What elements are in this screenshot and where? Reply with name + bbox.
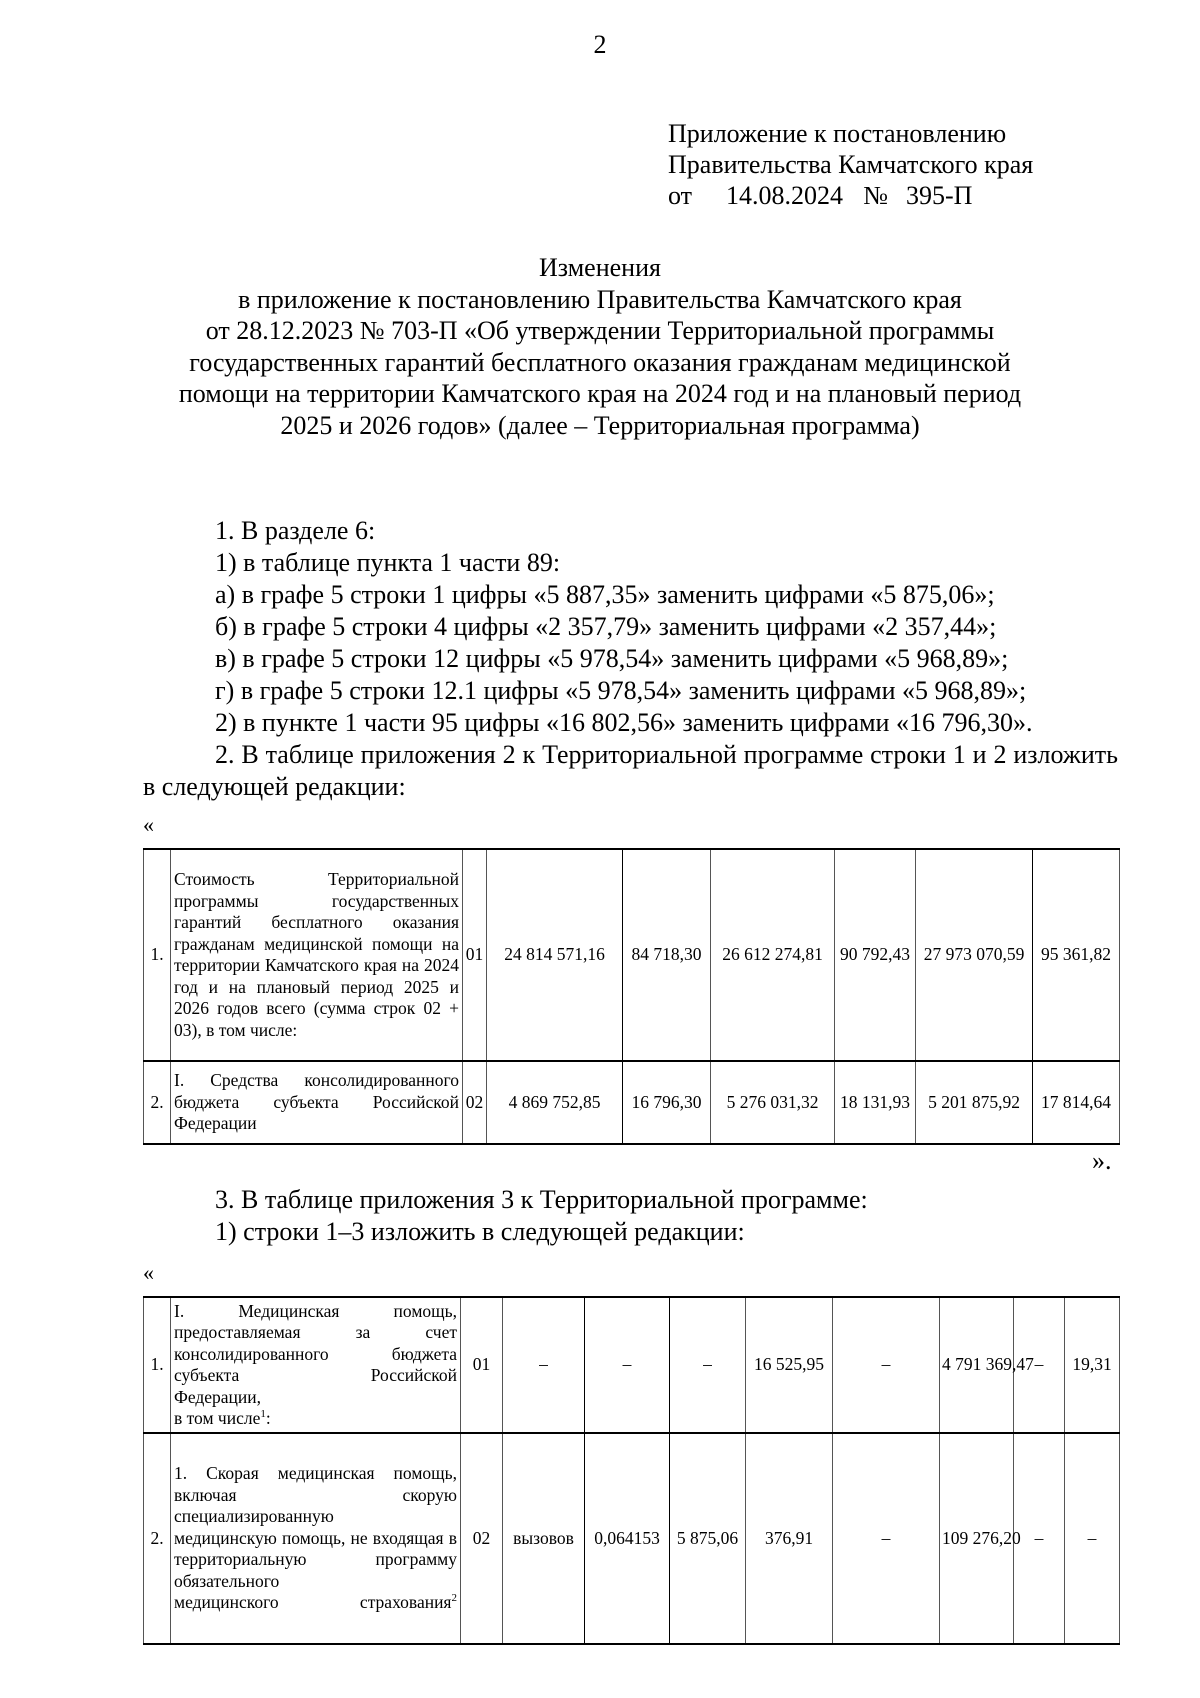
value-cell: –	[1014, 1297, 1065, 1433]
row-name: Стоимость Территориальной программы государственных гарантий бесплатного оказания гражданам медицинской помощи на территории Камчатского края на 2024 год и на плановый период 2025 и 2026 годов всего (сумма строк 02 + 03), в том числе:	[171, 849, 463, 1061]
value-cell: 4 869 752,85	[487, 1061, 623, 1144]
value-cell: 95 361,82	[1033, 849, 1120, 1061]
value-cell: 16 525,95	[746, 1297, 833, 1433]
date-prefix: от	[668, 181, 693, 210]
row-number: 1.	[144, 849, 171, 1061]
section-1-item-a: а) в графе 5 строки 1 цифры «5 887,35» заменить цифрами «5 875,06»;	[215, 580, 995, 609]
value-cell: 26 612 274,81	[711, 849, 835, 1061]
title-line-6: 2025 и 2026 годов» (далее – Территориальная программа)	[280, 410, 920, 440]
footnote-marker: 2	[451, 1592, 457, 1605]
row-name: I. Медицинская помощь, предоставляемая за счет консолидированного бюджета субъекта Российской Федерации, в том числе$^1$:	[171, 1297, 461, 1433]
table-row	[144, 849, 1120, 1061]
appendix-date-line	[668, 180, 1033, 211]
section-1-item-2: 2) в пункте 1 части 95 цифры «16 802,56» заменить цифрами «16 796,30».	[215, 708, 1033, 737]
title-line-2: в приложение к постановлению Правительства Камчатского края	[238, 284, 962, 314]
section-1	[143, 515, 1118, 803]
value-cell: 0,064153	[585, 1433, 670, 1644]
title-line-1: Изменения	[539, 253, 661, 282]
row-number: 1.	[144, 1297, 171, 1433]
row-number: 2.	[144, 1433, 171, 1644]
row-code: 01	[461, 1297, 503, 1433]
section-1-item-b: б) в графе 5 строки 4 цифры «2 357,79» заменить цифрами «2 357,44»;	[215, 612, 997, 641]
row-code: 01	[463, 849, 487, 1061]
value-cell: –	[1065, 1433, 1120, 1644]
number-sign: №	[863, 181, 888, 210]
section-3-item-1: 1) строки 1–3 изложить в следующей редакции:	[215, 1217, 745, 1246]
table-1-close-quote: ».	[1092, 1146, 1112, 1175]
appendix-header	[668, 118, 1033, 211]
section-2-text: 2. В таблице приложения 2 к Территориальной программе строки 1 и 2 изложить в следующей редакции:	[143, 740, 1118, 801]
value-cell: 27 973 070,59	[916, 849, 1033, 1061]
table-row	[144, 1297, 1120, 1433]
value-cell: 4 791 369,47	[940, 1297, 1014, 1433]
appendix-line-1: Приложение к постановлению	[668, 119, 1007, 148]
footnote-marker: 1	[260, 1408, 266, 1421]
table-row	[144, 1433, 1120, 1644]
value-cell: 18 131,93	[835, 1061, 916, 1144]
appendix-3-table	[143, 1296, 1120, 1645]
value-cell: 376,91	[746, 1433, 833, 1644]
resolution-number: 395-П	[906, 181, 973, 210]
value-cell: 5 201 875,92	[916, 1061, 1033, 1144]
section-1-item-v: в) в графе 5 строки 12 цифры «5 978,54» заменить цифрами «5 968,89»;	[215, 644, 1009, 673]
value-cell: 109 276,20	[940, 1433, 1014, 1644]
value-cell: –	[833, 1433, 940, 1644]
document-title	[130, 252, 1070, 441]
value-cell: –	[833, 1297, 940, 1433]
value-cell: 5 875,06	[670, 1433, 746, 1644]
value-cell: 24 814 571,16	[487, 849, 623, 1061]
appendix-line-2: Правительства Камчатского края	[668, 150, 1034, 179]
value-cell: 17 814,64	[1033, 1061, 1120, 1144]
value-cell: –	[585, 1297, 670, 1433]
unit-cell: вызовов	[503, 1433, 585, 1644]
value-cell: 19,31	[1065, 1297, 1120, 1433]
page-number: 2	[593, 30, 607, 59]
title-line-3: от 28.12.2023 № 703-П «Об утверждении Территориальной программы	[205, 316, 995, 345]
table-1-open-quote: «	[143, 812, 154, 837]
row-code: 02	[461, 1433, 503, 1644]
title-line-5: помощи на территории Камчатского края на 2024 год и на плановый период	[178, 379, 1022, 408]
appendix-2-table	[143, 848, 1120, 1145]
row-name: 1. Скорая медицинская помощь, включая скорую специализированную медицинскую помощь, не входящая в территориальную программу обязательного медицинского страхования$^2$	[171, 1433, 461, 1644]
row-number: 2.	[144, 1061, 171, 1144]
resolution-date: 14.08.2024	[726, 181, 843, 210]
row-code: 02	[463, 1061, 487, 1144]
unit-cell: –	[503, 1297, 585, 1433]
section-3-heading: 3. В таблице приложения 3 к Территориальной программе:	[215, 1185, 868, 1214]
value-cell: 84 718,30	[623, 849, 711, 1061]
row-name: I. Средства консолидированного бюджета субъекта Российской Федерации	[171, 1061, 463, 1144]
value-cell: –	[1014, 1433, 1065, 1644]
table-row	[144, 1061, 1120, 1144]
section-1-item-1: 1) в таблице пункта 1 части 89:	[215, 548, 561, 577]
title-line-4: государственных гарантий бесплатного оказания гражданам медицинской	[189, 347, 1011, 377]
section-1-heading: 1. В разделе 6:	[215, 516, 376, 545]
table-2-open-quote: «	[143, 1260, 154, 1285]
value-cell: 90 792,43	[835, 849, 916, 1061]
value-cell: –	[670, 1297, 746, 1433]
value-cell: 5 276 031,32	[711, 1061, 835, 1144]
section-1-item-g: г) в графе 5 строки 12.1 цифры «5 978,54» заменить цифрами «5 968,89»;	[215, 676, 1027, 705]
section-3	[143, 1184, 1118, 1248]
value-cell: 16 796,30	[623, 1061, 711, 1144]
